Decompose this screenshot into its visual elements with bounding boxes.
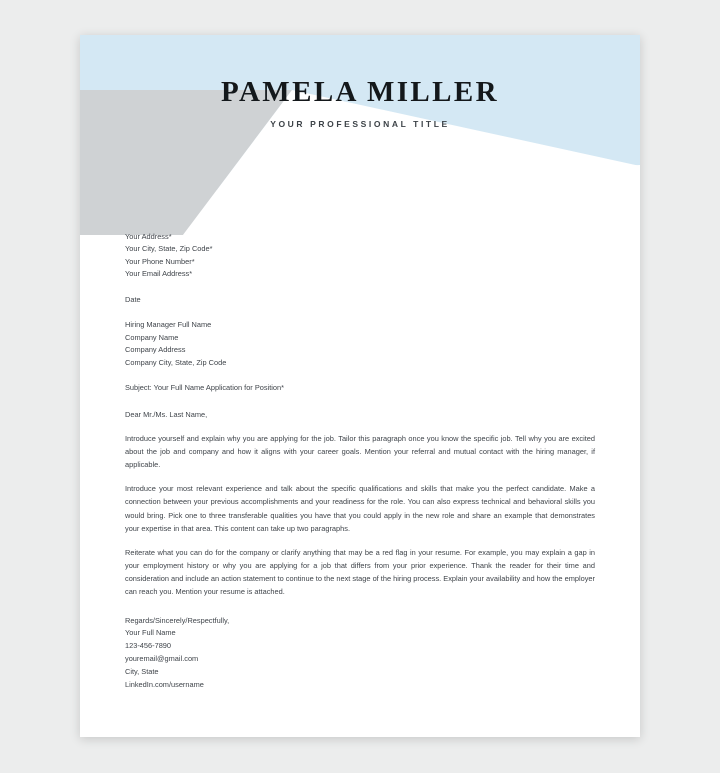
sender-address-block — [125, 231, 595, 281]
sender-line: Your City, State, Zip Code* — [125, 244, 213, 254]
signature-email: youremail@gmail.com — [125, 654, 199, 664]
recipient-line: Hiring Manager Full Name — [125, 320, 212, 330]
signature-phone: 123-456-7890 — [125, 641, 172, 651]
signature-linkedin: LinkedIn.com/username — [125, 679, 204, 689]
body-paragraph-2: Introduce your most relevant experience and talk about the specific qualifications and skills that make you the perfect candidate. Make a connection between your previous accomplishments and your readiness for the role. You can also express technical and behavioral skills you would bring. Pick one to three transferable qualities you have that you could apply in the new role and share an example that demonstrates your expertise in that area. This content can take up two paragraphs. — [125, 484, 595, 533]
cover-letter-page — [80, 35, 640, 737]
page-title: PAMELA MILLER — [221, 75, 499, 108]
date-line: Date — [125, 294, 141, 304]
signature-location: City, State — [125, 667, 159, 677]
page-subtitle: YOUR PROFESSIONAL TITLE — [270, 118, 450, 129]
header-graphic — [80, 35, 640, 235]
body-paragraph-1: Introduce yourself and explain why you are applying for the job. Tailor this paragraph once you know the specific job. Tell why you are excited about the job and company and how it aligns with your career goals. Mention your referral and mutual contact with the hiring manager, if applicable. — [125, 433, 595, 470]
recipient-line: Company City, State, Zip Code — [125, 357, 227, 367]
greeting-line: Dear Mr./Ms. Last Name, — [125, 409, 208, 419]
signature-closing: Regards/Sincerely/Respectfully, — [125, 615, 230, 625]
recipient-line: Company Name — [125, 332, 179, 342]
recipient-line: Company Address — [125, 345, 186, 355]
body-paragraph-3: Reiterate what you can do for the company or clarify anything that may be a red flag in your resume. For example, you may explain a gap in your employment history or why you are applying for a job that differs from your prior experience. Thank the reader for their time and consideration and include an action statement to continue to the next stage of the hiring process. Explain your availability and how the employer can reach you. Mention your resume is attached. — [125, 547, 595, 597]
sender-line: Your Address* — [125, 232, 172, 241]
signature-name: Your Full Name — [125, 628, 176, 638]
header-title-block — [80, 35, 640, 155]
date-block — [125, 294, 595, 307]
letter-body — [125, 231, 595, 692]
sender-line: Your Email Address* — [125, 269, 193, 279]
signature-block — [125, 615, 595, 692]
subject-line: Subject: Your Full Name Application for Position* — [125, 383, 284, 393]
sender-line: Your Phone Number* — [125, 256, 195, 266]
recipient-address-block — [125, 319, 595, 369]
